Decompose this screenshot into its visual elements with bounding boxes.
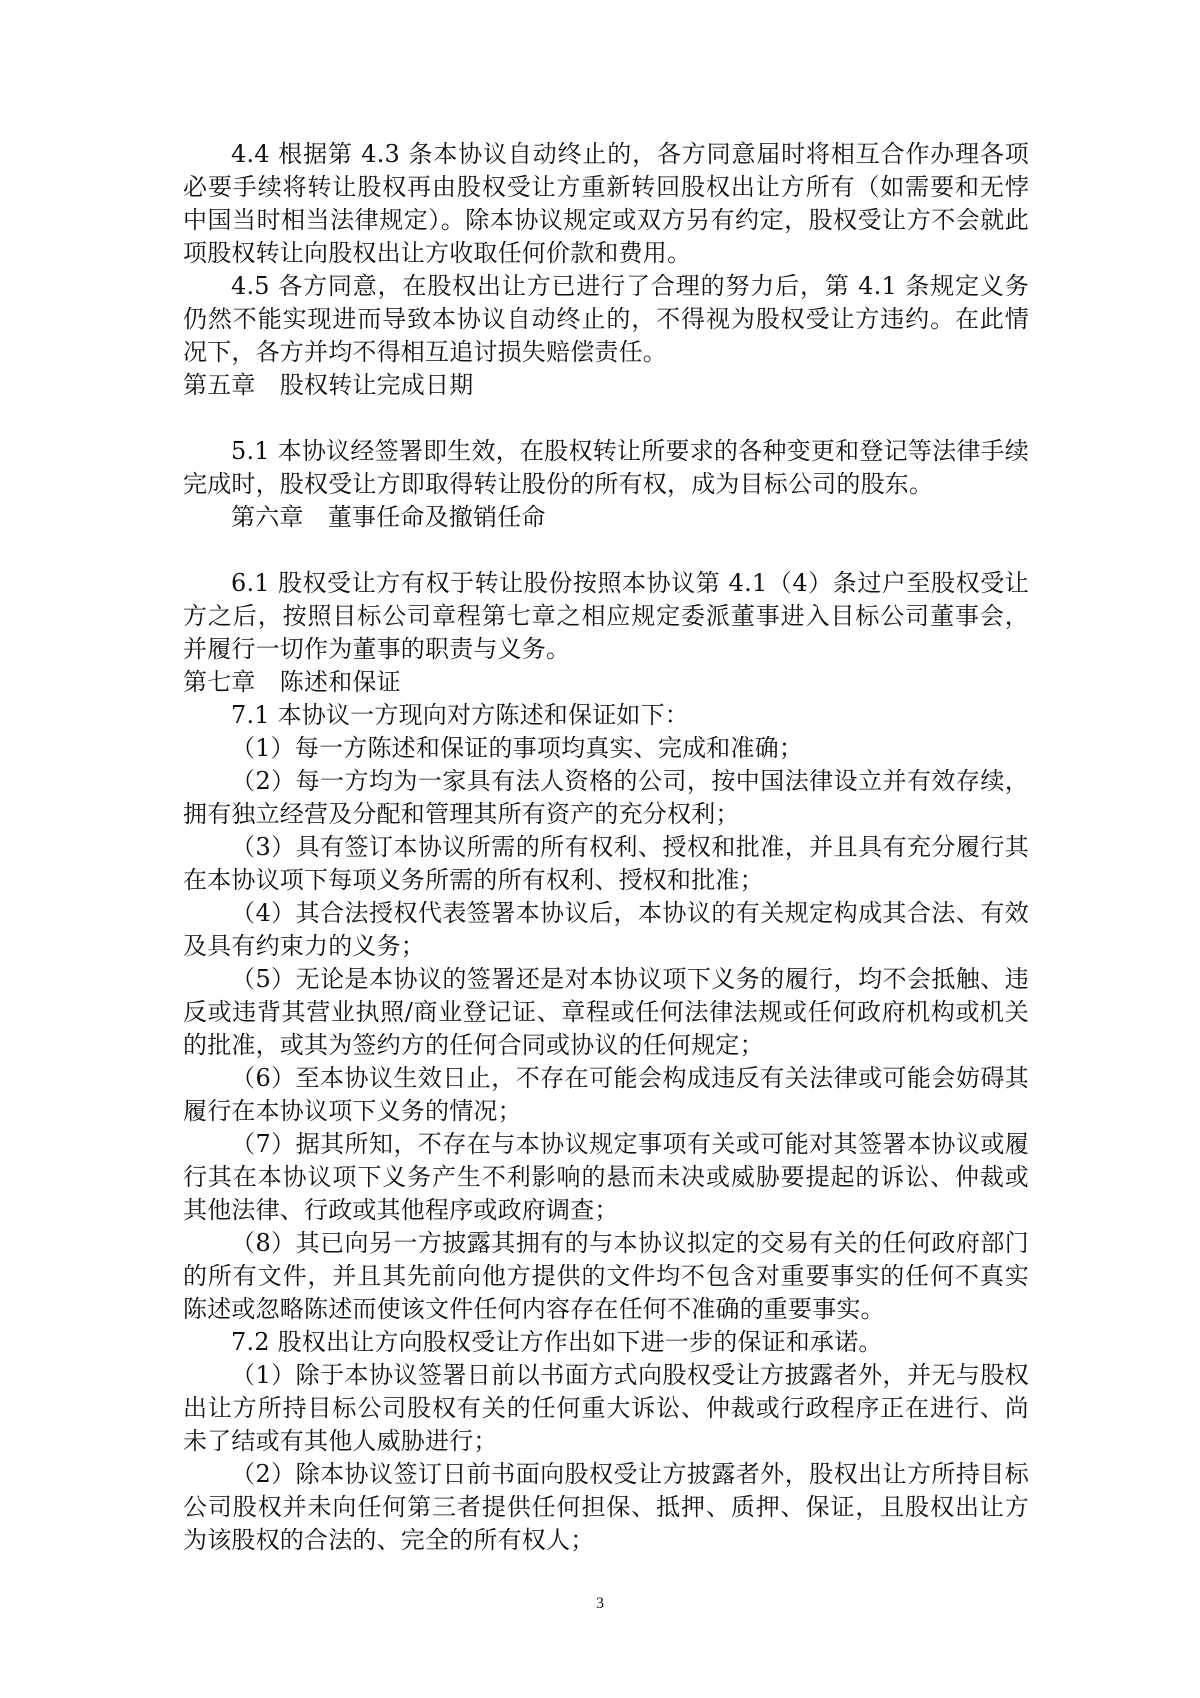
clause-7-1-item-8: （8）其已向另一方披露其拥有的与本协议拟定的交易有关的任何政府部门的所有文件，并且其先前向他方提供的文件均不包含对重要事实的任何不真实陈述或忽略陈述而使该文件任何内容存在任何不准确的重要事实。	[183, 1229, 1029, 1323]
chapter-7-heading: 第七章 陈述和保证	[183, 668, 401, 696]
clause-7-1-item-5: （5）无论是本协议的签署还是对本协议项下义务的履行，均不会抵触、违反或违背其营业执照/商业登记证、章程或任何法律法规或任何政府机构或机关的批准，或其为签约方的任何合同或协议的任何规定；	[183, 965, 1029, 1059]
clause-4-4: 4.4 根据第 4.3 条本协议自动终止的，各方同意届时将相互合作办理各项必要手续将转让股权再由股权受让方重新转回股权出让方所有（如需要和无悖中国当时相当法律规定）。除本协议规定或双方另有约定，股权受让方不会就此项股权转让向股权出让方收取任何价款和费用。	[183, 140, 1029, 267]
clause-7-2-item-1: （1）除于本协议签署日前以书面方式向股权受让方披露者外，并无与股权出让方所持目标公司股权有关的任何重大诉讼、仲裁或行政程序正在进行、尚未了结或有其他人威胁进行；	[183, 1361, 1029, 1455]
clause-6-1: 6.1 股权受让方有权于转让股份按照本协议第 4.1（4）条过户至股权受让方之后，按照目标公司章程第七章之相应规定委派董事进入目标公司董事会，并履行一切作为董事的职责与义务。	[183, 569, 1029, 663]
clause-7-1-item-2: （2）每一方均为一家具有法人资格的公司，按中国法律设立并有效存续，拥有独立经营及分配和管理其所有资产的充分权利；	[183, 767, 1029, 828]
clause-7-1-item-7: （7）据其所知，不存在与本协议规定事项有关或可能对其签署本协议或履行其在本协议项下义务产生不利影响的悬而未决或威胁要提起的诉讼、仲裁或其他法律、行政或其他程序或政府调查；	[183, 1130, 1029, 1224]
clause-7-1-item-3: （3）具有签订本协议所需的所有权利、授权和批准，并且具有充分履行其在本协议项下每项义务所需的所有权利、授权和批准；	[183, 833, 1029, 894]
clause-7-1-item-4: （4）其合法授权代表签署本协议后，本协议的有关规定构成其合法、有效及具有约束力的义务；	[183, 899, 1029, 960]
clause-7-1-item-1: （1）每一方陈述和保证的事项均真实、完成和准确；	[231, 734, 804, 762]
blank-line	[183, 402, 1029, 435]
page-number: 3	[596, 1595, 604, 1612]
clause-7-2: 7.2 股权出让方向股权受让方作出如下进一步的保证和承诺。	[231, 1328, 883, 1356]
clause-7-1: 7.1 本协议一方现向对方陈述和保证如下：	[231, 701, 689, 729]
document-body	[183, 138, 1029, 1557]
chapter-6-heading: 第六章 董事任命及撤销任命	[231, 503, 546, 531]
clause-7-2-item-2: （2）除本协议签订日前书面向股权受让方披露者外，股权出让方所持目标公司股权并未向任何第三者提供任何担保、抵押、质押、保证，且股权出让方为该股权的合法的、完全的所有权人；	[183, 1460, 1029, 1554]
clause-4-5: 4.5 各方同意，在股权出让方已进行了合理的努力后，第 4.1 条规定义务仍然不能实现进而导致本协议自动终止的，不得视为股权受让方违约。在此情况下，各方并均不得相互追讨损失赔偿责任。	[183, 272, 1029, 366]
clause-5-1: 5.1 本协议经签署即生效，在股权转让所要求的各种变更和登记等法律手续完成时，股权受让方即取得转让股份的所有权，成为目标公司的股东。	[183, 437, 1029, 498]
blank-line	[183, 534, 1029, 567]
clause-7-1-item-6: （6）至本协议生效日止，不存在可能会构成违反有关法律或可能会妨碍其履行在本协议项下义务的情况；	[183, 1064, 1029, 1125]
chapter-5-heading: 第五章 股权转让完成日期	[183, 371, 474, 399]
